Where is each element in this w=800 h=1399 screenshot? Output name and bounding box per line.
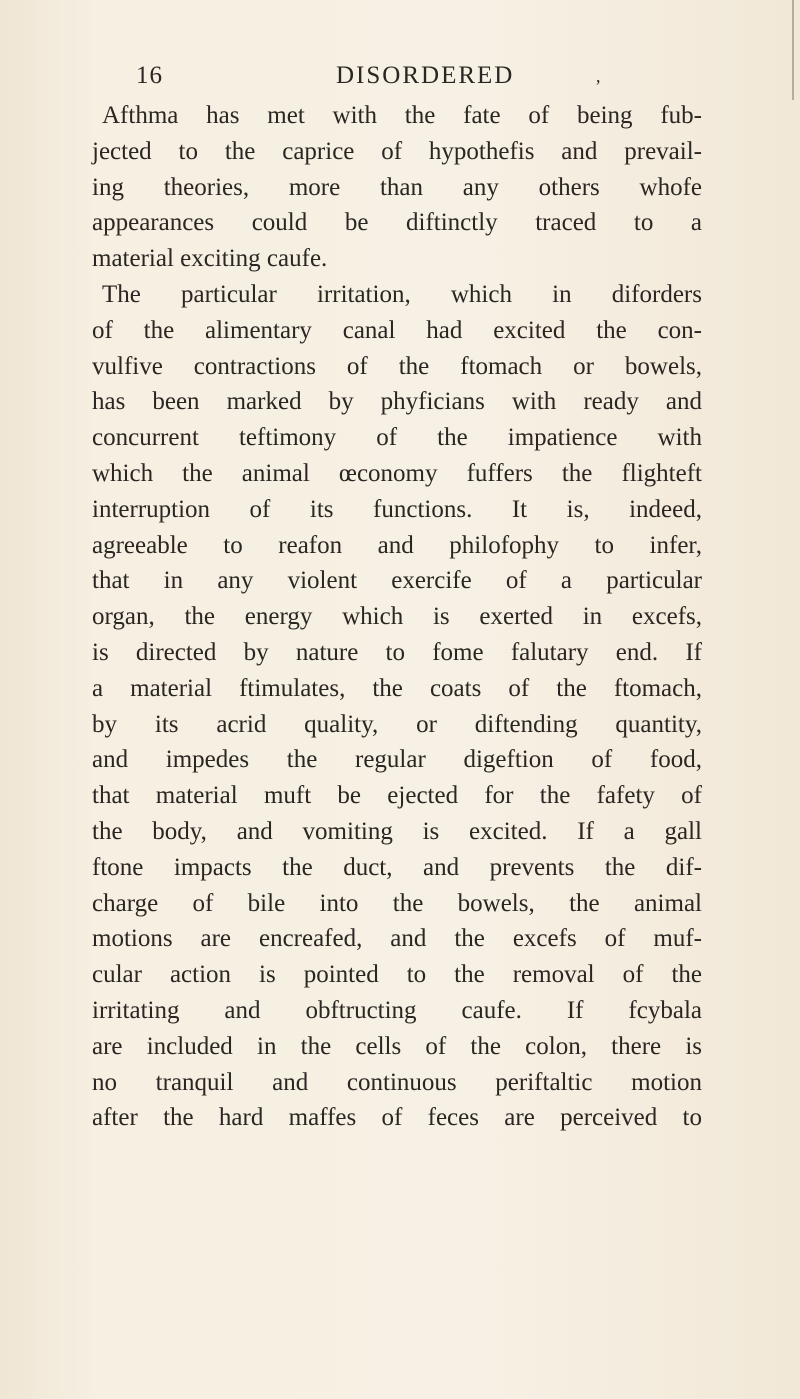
text-line: Afthma has met with the fate of being fub-: [102, 102, 702, 129]
body-text: [92, 98, 798, 1136]
text-line: vulfive contractions of the ftomach or bowels,: [92, 352, 702, 380]
text-line: concurrent teftimony of the impatience with: [92, 424, 702, 452]
text-line: charge of bile into the bowels, the animal: [92, 889, 702, 917]
text-line: material exciting caufe.: [92, 245, 328, 273]
text-line: ftone impacts the duct, and prevents the dif-: [92, 853, 702, 881]
text-line: which the animal œconomy fuffers the flighteft: [92, 459, 702, 487]
text-line: irritating and obftructing caufe. If fcybala: [92, 996, 702, 1024]
text-line: The particular irritation, which in diforders: [102, 280, 702, 308]
text-line: cular action is pointed to the removal of the: [92, 961, 702, 989]
text-line: interruption of its functions. It is, indeed,: [92, 495, 702, 523]
text-line: no tranquil and continuous periftaltic motion: [92, 1068, 702, 1096]
text-line: agreeable to reafon and philofophy to infer,: [92, 531, 702, 559]
header-mark: ,: [596, 66, 602, 86]
text-line: by its acrid quality, or diftending quantity,: [92, 710, 702, 738]
text-line: appearances could be diftinctly traced to a: [92, 209, 702, 237]
text-line: motions are encreafed, and the excefs of muf-: [92, 925, 702, 953]
text-line: organ, the energy which is exerted in excefs,: [92, 603, 702, 631]
text-line: has been marked by phyficians with ready and: [92, 388, 702, 416]
running-title: DISORDERED: [336, 62, 515, 89]
text-line: jected to the caprice of hypothefis and prevail-: [92, 137, 702, 165]
text-line: ing theories, more than any others whofe: [92, 173, 702, 201]
page-edge-line: [792, 0, 794, 100]
text-line: that material muft be ejected for the fafety of: [92, 782, 702, 810]
running-header: [136, 62, 756, 96]
page-number: 16: [136, 62, 163, 89]
text-line: that in any violent exercife of a particular: [92, 567, 702, 595]
text-line: are included in the cells of the colon, there is: [92, 1032, 702, 1060]
text-line: is directed by nature to fome falutary end. If: [92, 638, 702, 666]
text-line: after the hard maffes of feces are perceived to: [92, 1104, 702, 1132]
text-line: a material ftimulates, the coats of the ftomach,: [92, 674, 702, 702]
text-line: the body, and vomiting is excited. If a gall: [92, 817, 702, 845]
text-line: and impedes the regular digeftion of food,: [92, 746, 702, 774]
text-line: of the alimentary canal had excited the con-: [92, 316, 702, 344]
